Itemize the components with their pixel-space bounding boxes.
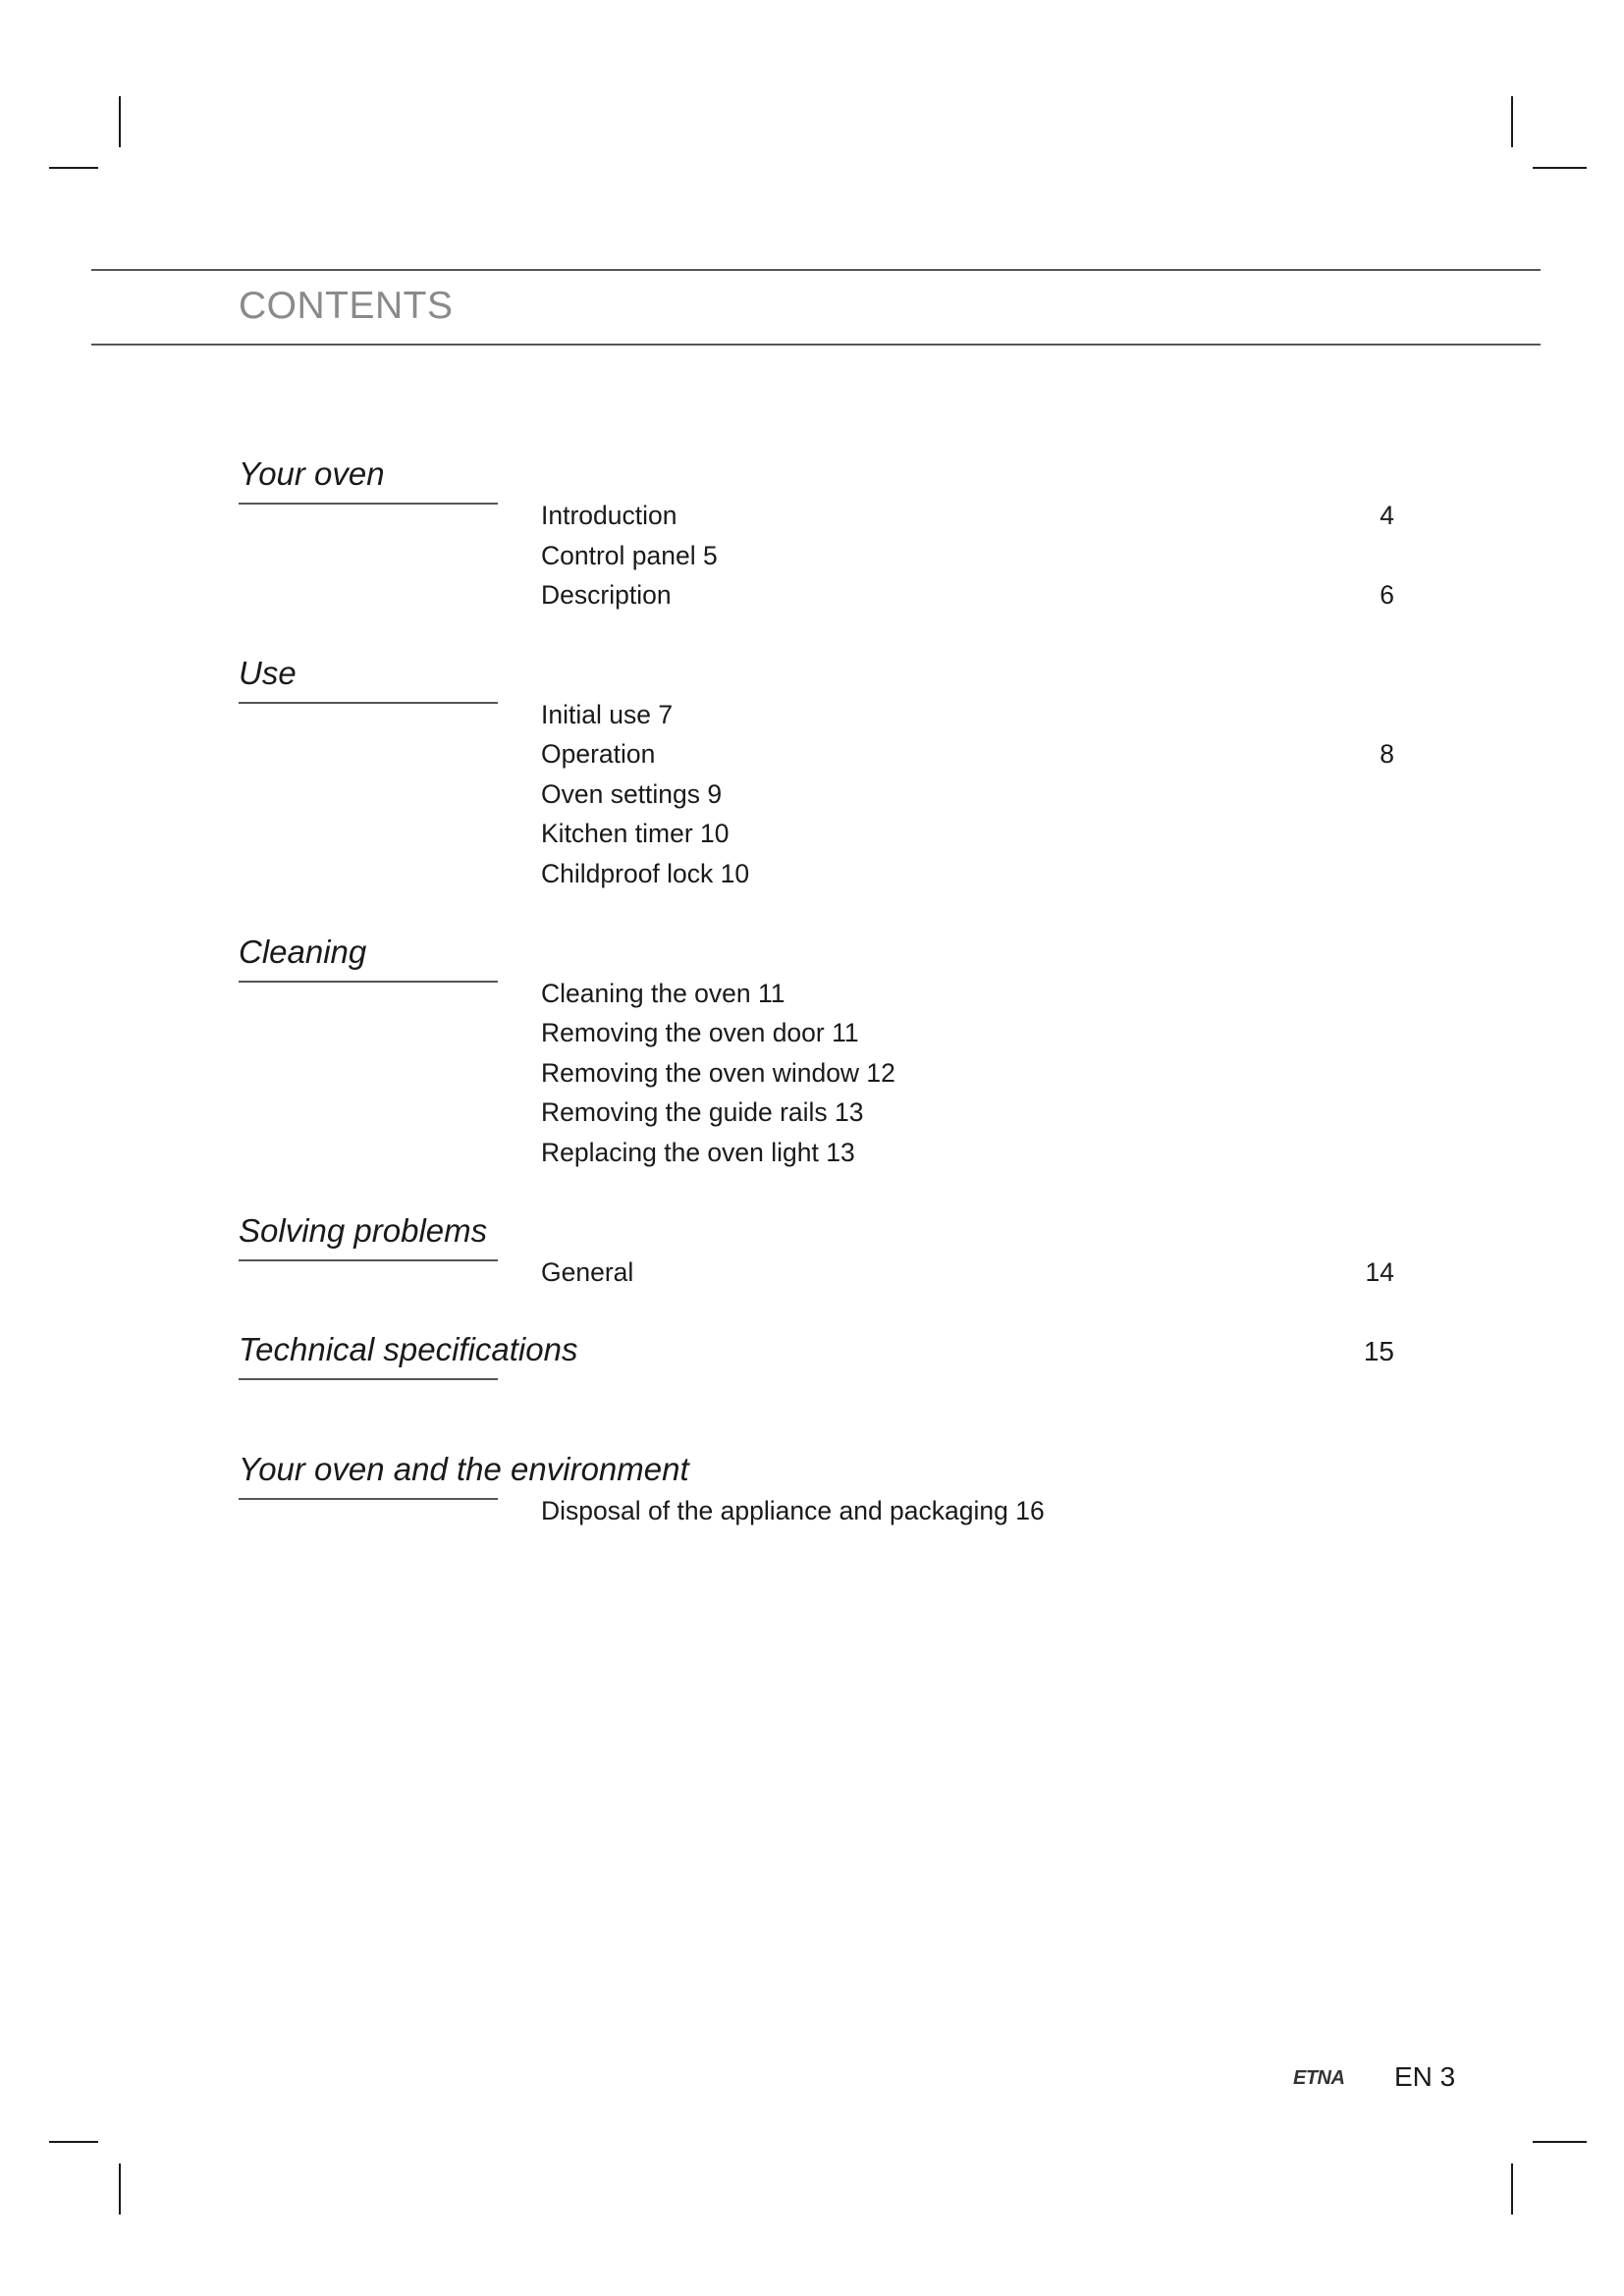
crop-mark [119,96,121,147]
section-title[interactable]: Technical specifications [239,1331,578,1367]
toc-entry[interactable]: Removing the guide rails 13 [541,1097,864,1127]
crop-mark [49,2141,98,2143]
section-title: Your oven [239,455,385,492]
toc-entry[interactable]: General [541,1257,634,1287]
crop-mark [1533,167,1587,169]
page-number: EN 3 [1394,2061,1456,2092]
header-bottom-rule [91,344,1541,346]
toc-page-number: 6 [1380,580,1394,610]
section-title: Solving problems [239,1212,488,1249]
toc-entry[interactable]: Initial use 7 [541,700,674,729]
section-title: Use [239,655,297,691]
toc-page-number: 15 [1363,1336,1394,1366]
section-rule [239,981,498,983]
section-rule [239,1378,498,1380]
toc-entry[interactable]: Removing the oven window 12 [541,1058,895,1088]
toc-entry[interactable]: Kitchen timer 10 [541,819,730,848]
section-rule [239,702,498,704]
toc-entry[interactable]: Cleaning the oven 11 [541,979,785,1008]
toc-entry[interactable]: Removing the oven door 11 [541,1018,859,1047]
section-title: Your oven and the environment [239,1451,689,1487]
crop-mark [1511,96,1513,147]
toc-entry[interactable]: Oven settings 9 [541,779,723,809]
brand-logo: ETNA [1293,2067,1345,2089]
header-top-rule [91,269,1541,271]
section-rule [239,1259,498,1261]
toc-entry[interactable]: Disposal of the appliance and packaging 16 [541,1496,1045,1525]
section-title: Cleaning [239,934,367,970]
toc-entry[interactable]: Control panel 5 [541,541,718,570]
page-title: CONTENTS [239,285,454,327]
crop-mark [119,2163,121,2215]
toc-page-number: 4 [1380,501,1394,530]
toc-page-number: 14 [1365,1257,1394,1287]
toc-entry[interactable]: Replacing the oven light 13 [541,1138,855,1167]
toc-entry[interactable]: Introduction [541,501,677,530]
crop-mark [1533,2141,1587,2143]
toc-page-number: 8 [1380,739,1394,769]
toc-entry[interactable]: Description [541,580,672,610]
section-rule [239,1498,498,1500]
toc-entry[interactable]: Operation [541,739,656,769]
toc-entry[interactable]: Childproof lock 10 [541,859,750,888]
section-rule [239,503,498,505]
crop-mark [1511,2163,1513,2215]
crop-mark [49,167,98,169]
